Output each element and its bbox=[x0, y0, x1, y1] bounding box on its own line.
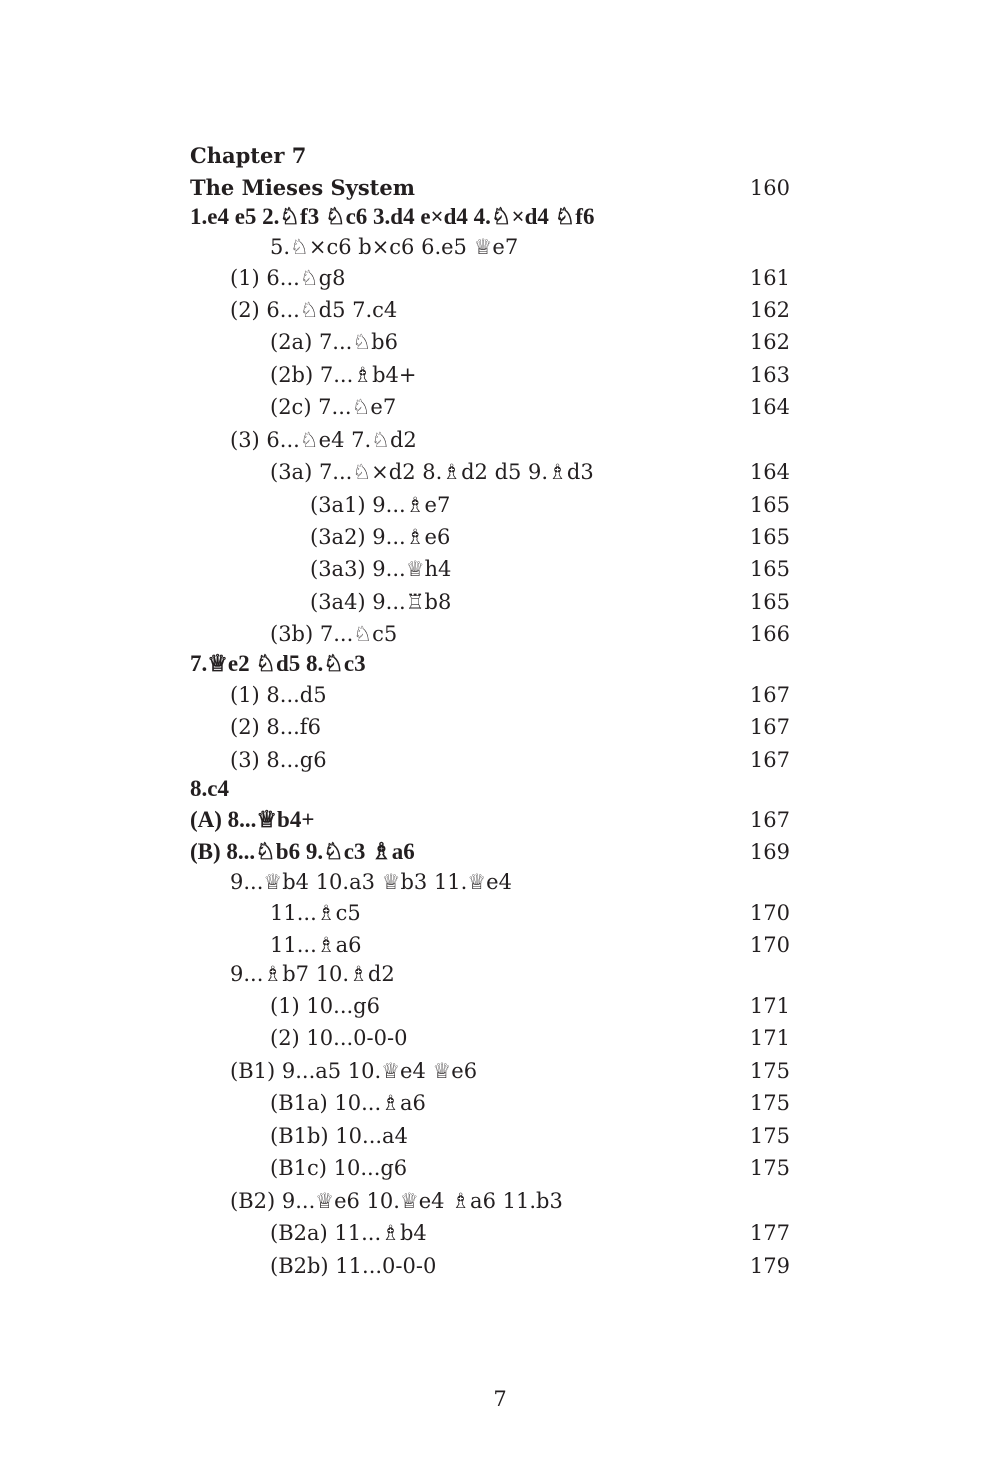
toc-entry-text: (B) 8...♘b6 9.♘c3 ♗a6 bbox=[190, 839, 415, 864]
toc-page-number: 163 bbox=[749, 363, 790, 387]
toc-entry-text: (3a) 7...♘×d2 8.♗d2 d5 9.♗d3 bbox=[270, 460, 594, 484]
toc-page-number: 165 bbox=[749, 557, 790, 581]
toc-entry-text: 9...♗b7 10.♗d2 bbox=[230, 962, 395, 986]
toc-page-number: 162 bbox=[749, 298, 790, 322]
toc-page-number: 167 bbox=[749, 808, 790, 832]
toc-entry-text: (B2a) 11...♗b4 bbox=[270, 1221, 427, 1245]
toc-page-number: 175 bbox=[749, 1091, 790, 1115]
toc-page-number: 175 bbox=[749, 1156, 790, 1180]
toc-page-number: 167 bbox=[749, 683, 790, 707]
toc-entry-text: (2) 6...♘d5 7.c4 bbox=[230, 298, 398, 322]
toc-page-number: 175 bbox=[749, 1059, 790, 1083]
toc-entry-text: 7.♕e2 ♘d5 8.♘c3 bbox=[190, 651, 366, 676]
toc-entry-text: (2c) 7...♘e7 bbox=[270, 395, 397, 419]
toc-page-number: 167 bbox=[749, 748, 790, 772]
toc-page-number: 179 bbox=[749, 1254, 790, 1278]
toc-page-number: 169 bbox=[749, 840, 790, 864]
toc-entry-text: (B1b) 10...a4 bbox=[270, 1124, 408, 1148]
toc-page-number: 164 bbox=[749, 395, 790, 419]
chapter-title: The Mieses System bbox=[190, 175, 415, 200]
toc-page-number: 175 bbox=[749, 1124, 790, 1148]
chapter-label: Chapter 7 bbox=[190, 143, 307, 168]
toc-entry-text: 11...♗a6 bbox=[270, 933, 362, 957]
toc-entry-text: (1) 8...d5 bbox=[230, 683, 327, 707]
page-number: 7 bbox=[493, 1387, 507, 1411]
toc-page-number: 165 bbox=[749, 590, 790, 614]
toc-entry-text: (3b) 7...♘c5 bbox=[270, 622, 398, 646]
toc-entry-text: (B2b) 11...0-0-0 bbox=[270, 1254, 437, 1278]
toc-entry-text: 9...♕b4 10.a3 ♕b3 11.♕e4 bbox=[230, 870, 512, 894]
toc-entry-text: (3a4) 9...♖b8 bbox=[310, 590, 452, 614]
toc-entry-text: 5.♘×c6 b×c6 6.e5 ♕e7 bbox=[270, 235, 519, 259]
toc-entry-text: (2) 8...f6 bbox=[230, 715, 321, 739]
toc-page-number: 162 bbox=[749, 330, 790, 354]
toc-page-number: 171 bbox=[749, 1026, 790, 1050]
toc-entry-text: (3a3) 9...♕h4 bbox=[310, 557, 452, 581]
toc-entry-text: (B2) 9...♕e6 10.♕e4 ♗a6 11.b3 bbox=[230, 1189, 563, 1213]
toc-page-number: 170 bbox=[749, 933, 790, 957]
toc-page-number: 167 bbox=[749, 715, 790, 739]
toc-entry-text: (B1c) 10...g6 bbox=[270, 1156, 408, 1180]
toc-page-number: 177 bbox=[749, 1221, 790, 1245]
toc-entry-text: 8.c4 bbox=[190, 776, 229, 801]
toc-page-number: 164 bbox=[749, 460, 790, 484]
toc-entry-text: 11...♗c5 bbox=[270, 901, 361, 925]
toc-entry-text: (1) 6...♘g8 bbox=[230, 266, 346, 290]
toc-entry-text: 1.e4 e5 2.♘f3 ♘c6 3.d4 e×d4 4.♘×d4 ♘f6 bbox=[190, 204, 595, 229]
toc-page-number: 171 bbox=[749, 994, 790, 1018]
toc-page-number: 166 bbox=[749, 622, 790, 646]
toc-entry-text: (3) 6...♘e4 7.♘d2 bbox=[230, 428, 417, 452]
toc-entry-text: (A) 8...♕b4+ bbox=[190, 807, 315, 832]
toc-entry-text: (3a2) 9...♗e6 bbox=[310, 525, 451, 549]
toc-page-number: 165 bbox=[749, 525, 790, 549]
toc-page-number: 161 bbox=[749, 266, 790, 290]
toc-entry-text: (B1) 9...a5 10.♕e4 ♕e6 bbox=[230, 1059, 478, 1083]
toc-entry-text: (2a) 7...♘b6 bbox=[270, 330, 398, 354]
toc-entry-text: (3) 8...g6 bbox=[230, 748, 327, 772]
toc-page-number: 165 bbox=[749, 493, 790, 517]
toc-entry-text: (2) 10...0-0-0 bbox=[270, 1026, 408, 1050]
toc-entry-text: (1) 10...g6 bbox=[270, 994, 380, 1018]
toc-entry-text: (2b) 7...♗b4+ bbox=[270, 363, 417, 387]
toc-page-number: 170 bbox=[749, 901, 790, 925]
toc-entry-text: (B1a) 10...♗a6 bbox=[270, 1091, 426, 1115]
toc-entry-text: (3a1) 9...♗e7 bbox=[310, 493, 451, 517]
toc-page-number: 160 bbox=[749, 176, 790, 200]
